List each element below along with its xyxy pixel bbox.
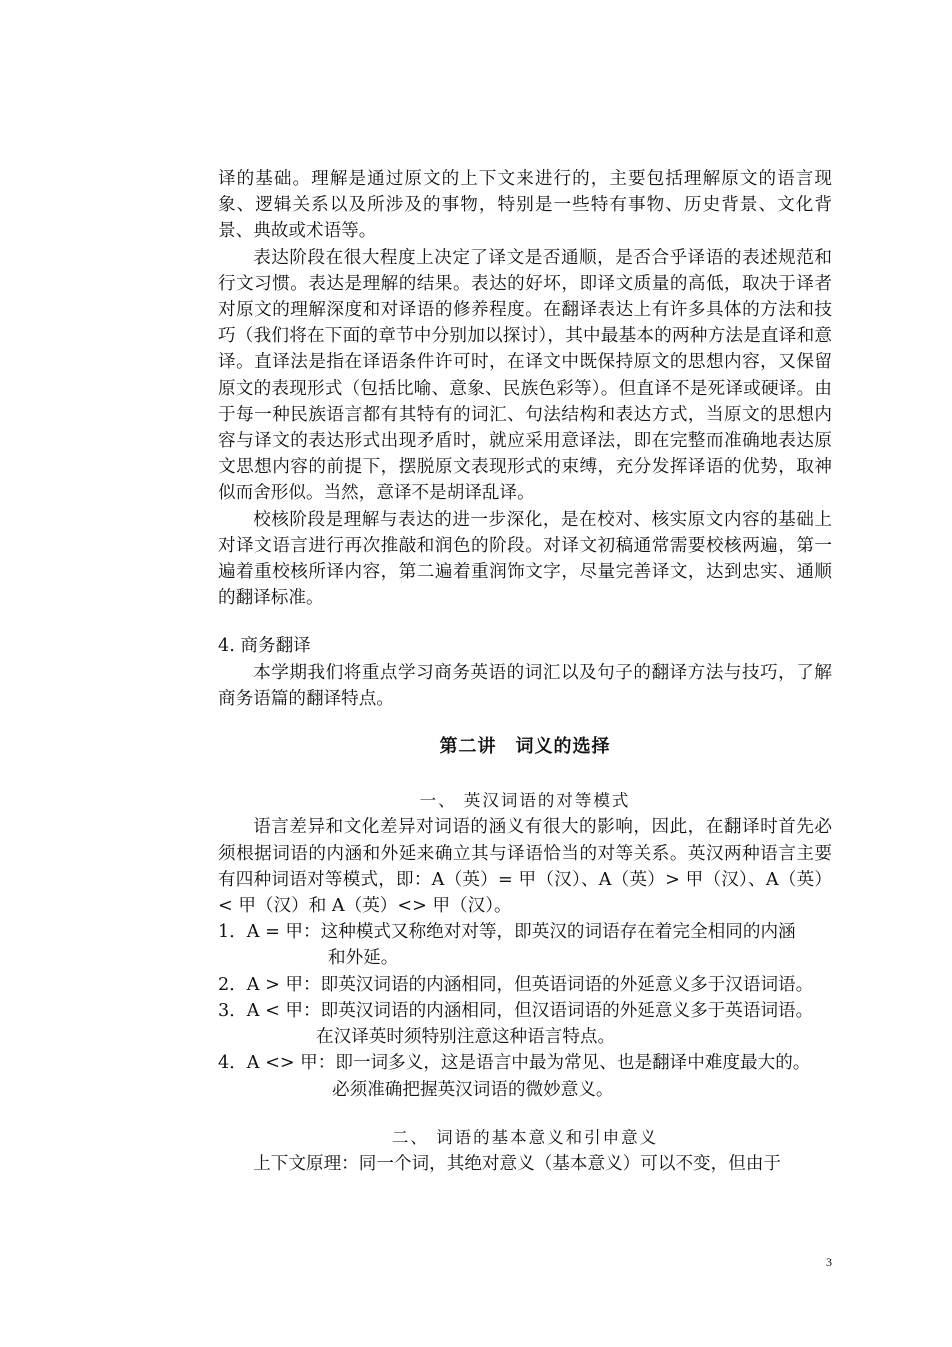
list-item [218,1050,832,1076]
list-item-number: 3． [218,1000,247,1021]
list-item [218,998,832,1024]
paragraph-proofreading: 校核阶段是理解与表达的进一步深化，是在校对、核实原文内容的基础上对译文语言进行再次推敲和润色的阶段。对译文初稿通常需要校核两遍，第一遍着重校核所译内容，第二遍着重润饰文字，尽量完善译文，达到忠实、通顺的翻译标准。 [218,509,832,609]
list-item-text: A > 甲：即英汉词语的内涵相同，但英语词语的外延意义多于汉语词语。 [246,974,814,995]
list-item-number: 2． [218,974,247,995]
list-item-text: A < 甲：即英汉词语的内涵相同，但汉语词语的外延意义多于英语词语。 [246,1000,814,1021]
paragraph-understanding: 译的基础。理解是通过原文的上下文来进行的，主要包括理解原文的语言现象、逻辑关系以及所涉及的事物，特别是一些特有事物、历史背景、文化背景、典故或术语等。 [218,169,832,242]
list-item-continuation: 必须准确把握英汉词语的微妙意义。 [332,1079,614,1100]
section-heading-business-translation: 4. 商务翻译 [218,636,311,657]
subheading-equivalence-patterns: 一、 英汉词语的对等模式 [419,791,631,811]
spacer [218,611,832,633]
page-content [218,166,832,1177]
page-number: 3 [826,1255,832,1269]
paragraph-expression: 表达阶段在很大程度上决定了译文是否通顺，是否合乎译语的表述规范和行文习惯。表达是理解的结果。表达的好坏，即译文质量的高低，取决于译者对原文的理解深度和对译语的修养程度。在翻译表达上有许多具体的方法和技巧（我们将在下面的章节中分别加以探讨），其中最基本的两种方法是直译和意译。直译法是指在译语条件许可时，在译文中既保持原文的思想内容，又保留原文的表现形式（包括比喻、意象、民族色彩等）。但直译不是死译或硬译。由于每一种民族语言都有其特有的词汇、句法结构和表达方式，当原文的思想内容与译文的表达形式出现矛盾时，就应采用意译法，即在完整而准确地表达原文思想内容的前提下，摆脱原文表现形式的束缚，充分发挥译语的优势，取神似而舍形似。当然，意译不是胡译乱译。 [218,247,832,504]
list-item-continuation: 在汉译英时须特别注意这种语言特点。 [316,1027,616,1048]
lecture-title: 第二讲 词义的选择 [439,736,611,758]
list-item-continuation: 和外延。 [328,948,399,969]
paragraph-equivalence-intro: 语言差异和文化差异对词语的涵义有很大的影响，因此，在翻译时首先必须根据词语的内涵和外延来确立其与译语恰当的对等关系。英汉两种语言主要有四种词语对等模式，即：A（英）= 甲（汉）、A（英）> 甲（汉）、A（英）< 甲（汉）和 A（英）<> 甲（汉）。 [218,817,832,917]
list-item-number: 1． [218,922,247,943]
spacer [218,1103,832,1125]
paragraph-business-translation: 本学期我们将重点学习商务英语的词汇以及句子的翻译方法与技巧，了解商务语篇的翻译特点。 [218,662,832,709]
list-item [218,972,832,998]
subheading-basic-extended-meaning: 二、 词语的基本意义和引申意义 [391,1127,659,1147]
list-item-text: A <> 甲：即一词多义，这是语言中最为常见、也是翻译中难度最大的。 [246,1053,811,1074]
list-item [218,919,832,945]
list-item-number: 4． [218,1053,247,1074]
list-item-text: A = 甲：这种模式又称绝对对等，即英汉的词语存在着完全相同的内涵 [246,922,796,943]
paragraph-context-principle: 上下文原理：同一个词，其绝对意义（基本意义）可以不变，但由于 [253,1153,782,1174]
